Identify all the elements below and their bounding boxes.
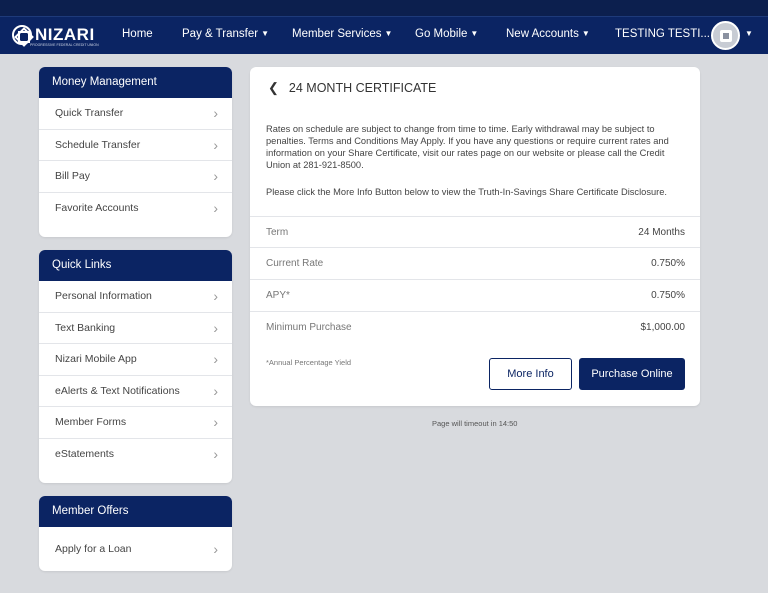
sidebar-item-ealerts[interactable] [39,376,232,408]
rates-disclaimer: Rates on schedule are subject to change from time to time. Early withdrawal may be subject to penalties. Terms and Conditions May Apply. If you have any questions or require current rates and information on your Share Certificate, visit our rates page on our website or please call the Credit Union at 281-921-8500. [266,124,669,170]
sidebar-item-personal-information[interactable] [39,281,232,313]
nav-new-accounts[interactable] [506,28,590,40]
detail-value: 24 Months [638,227,685,238]
sidebar-item-member-forms[interactable] [39,407,232,439]
detail-label: APY* [266,290,290,301]
nav-pay-transfer-label: Pay & Transfer [182,28,259,40]
chevron-down-icon: ▼ [384,29,393,38]
detail-label: Term [266,227,289,238]
member-offers-title: Member Offers [39,496,232,527]
brand-name: NIZARI [35,25,95,44]
sidebar-item-schedule-transfer[interactable] [39,130,232,162]
sidebar-item-label: Bill Pay [55,170,91,182]
chevron-down-icon: ▼ [261,29,269,38]
sidebar-item-label: eStatements [55,447,114,460]
nav-pay-transfer[interactable] [182,28,269,40]
profile-icon [720,30,732,42]
quick-links-title: Quick Links [39,250,232,281]
purchase-online-button[interactable]: Purchase Online [579,358,685,390]
detail-row-current-rate [250,248,700,280]
avatar[interactable] [711,21,740,50]
sidebar-item-favorite-accounts[interactable] [39,193,232,225]
member-offers-card [39,496,232,571]
sidebar-item-label: eAlerts & Text Notifications [55,384,180,397]
sidebar-item-label: Nizari Mobile App [55,353,137,365]
chevron-down-icon: ▼ [581,29,590,38]
sidebar-item-label: Quick Transfer [55,107,124,119]
detail-value: $1,000.00 [640,322,685,333]
session-timeout-text: Page will timeout in 14:50 [432,419,518,428]
page-title [268,80,436,96]
chevron-right-icon: › [213,136,218,153]
nav-user-name[interactable]: TESTING TESTI... [615,28,710,40]
detail-row-apy [250,280,700,312]
sidebar-item-quick-transfer[interactable] [39,98,232,130]
sidebar-item-label: Member Forms [55,416,127,428]
chevron-right-icon: › [213,351,218,367]
detail-row-minimum-purchase [250,312,700,344]
sidebar-item-label: Text Banking [55,321,116,334]
detail-label: Minimum Purchase [266,322,352,333]
chevron-right-icon: › [213,168,218,184]
detail-label: Current Rate [266,258,324,269]
chevron-down-icon: ▼ [470,29,479,38]
nav-home-label: Home [122,28,153,40]
logo-mark-icon [12,25,32,45]
money-management-title: Money Management [39,67,232,98]
page-title-text: 24 MONTH CERTIFICATE [288,81,437,95]
detail-value: 0.750% [651,290,685,301]
brand-tagline: PROGRESSIVE FEDERAL CREDIT UNION [30,43,99,47]
nav-home[interactable] [122,28,153,40]
money-management-card [39,67,232,237]
sidebar-item-label: Personal Information [55,290,152,302]
nav-go-mobile-label: Go Mobile [415,28,468,40]
detail-value: 0.750% [651,258,685,269]
nav-go-mobile[interactable] [415,28,478,40]
back-chevron-icon[interactable]: ❮ [268,80,279,95]
nav-member-services-label: Member Services [292,28,382,40]
sidebar-item-label: Favorite Accounts [55,201,139,214]
detail-row-term [250,216,700,248]
chevron-right-icon: › [213,414,218,430]
sidebar-item-text-banking[interactable] [39,313,232,345]
sidebar-item-label: Apply for a Loan [55,543,132,555]
chevron-right-icon: › [213,445,218,462]
more-info-disclaimer: Please click the More Info Button below to view the Truth-In-Savings Share Certificate Disclosure. [266,187,667,197]
top-navbar [0,16,768,54]
chevron-right-icon: › [213,199,218,216]
chevron-down-icon[interactable]: ▼ [745,29,753,38]
nav-new-accounts-label: New Accounts [506,28,579,40]
sidebar-item-bill-pay[interactable] [39,161,232,193]
sidebar-item-label: Schedule Transfer [55,138,141,151]
more-info-button[interactable]: More Info [489,358,572,390]
chevron-right-icon: › [213,382,218,399]
chevron-right-icon: › [213,541,218,557]
chevron-right-icon: › [213,288,218,304]
chevron-right-icon: › [213,319,218,336]
certificate-card [250,67,700,406]
brand-logo[interactable] [12,25,99,47]
sidebar-item-estatements[interactable] [39,439,232,471]
nav-member-services[interactable] [292,28,392,40]
sidebar-item-nizari-mobile-app[interactable] [39,344,232,376]
top-strip [0,0,768,16]
sidebar-item-apply-for-loan[interactable] [39,527,232,571]
apy-footnote: *Annual Percentage Yield [266,358,352,367]
chevron-right-icon: › [213,105,218,121]
quick-links-card [39,250,232,483]
